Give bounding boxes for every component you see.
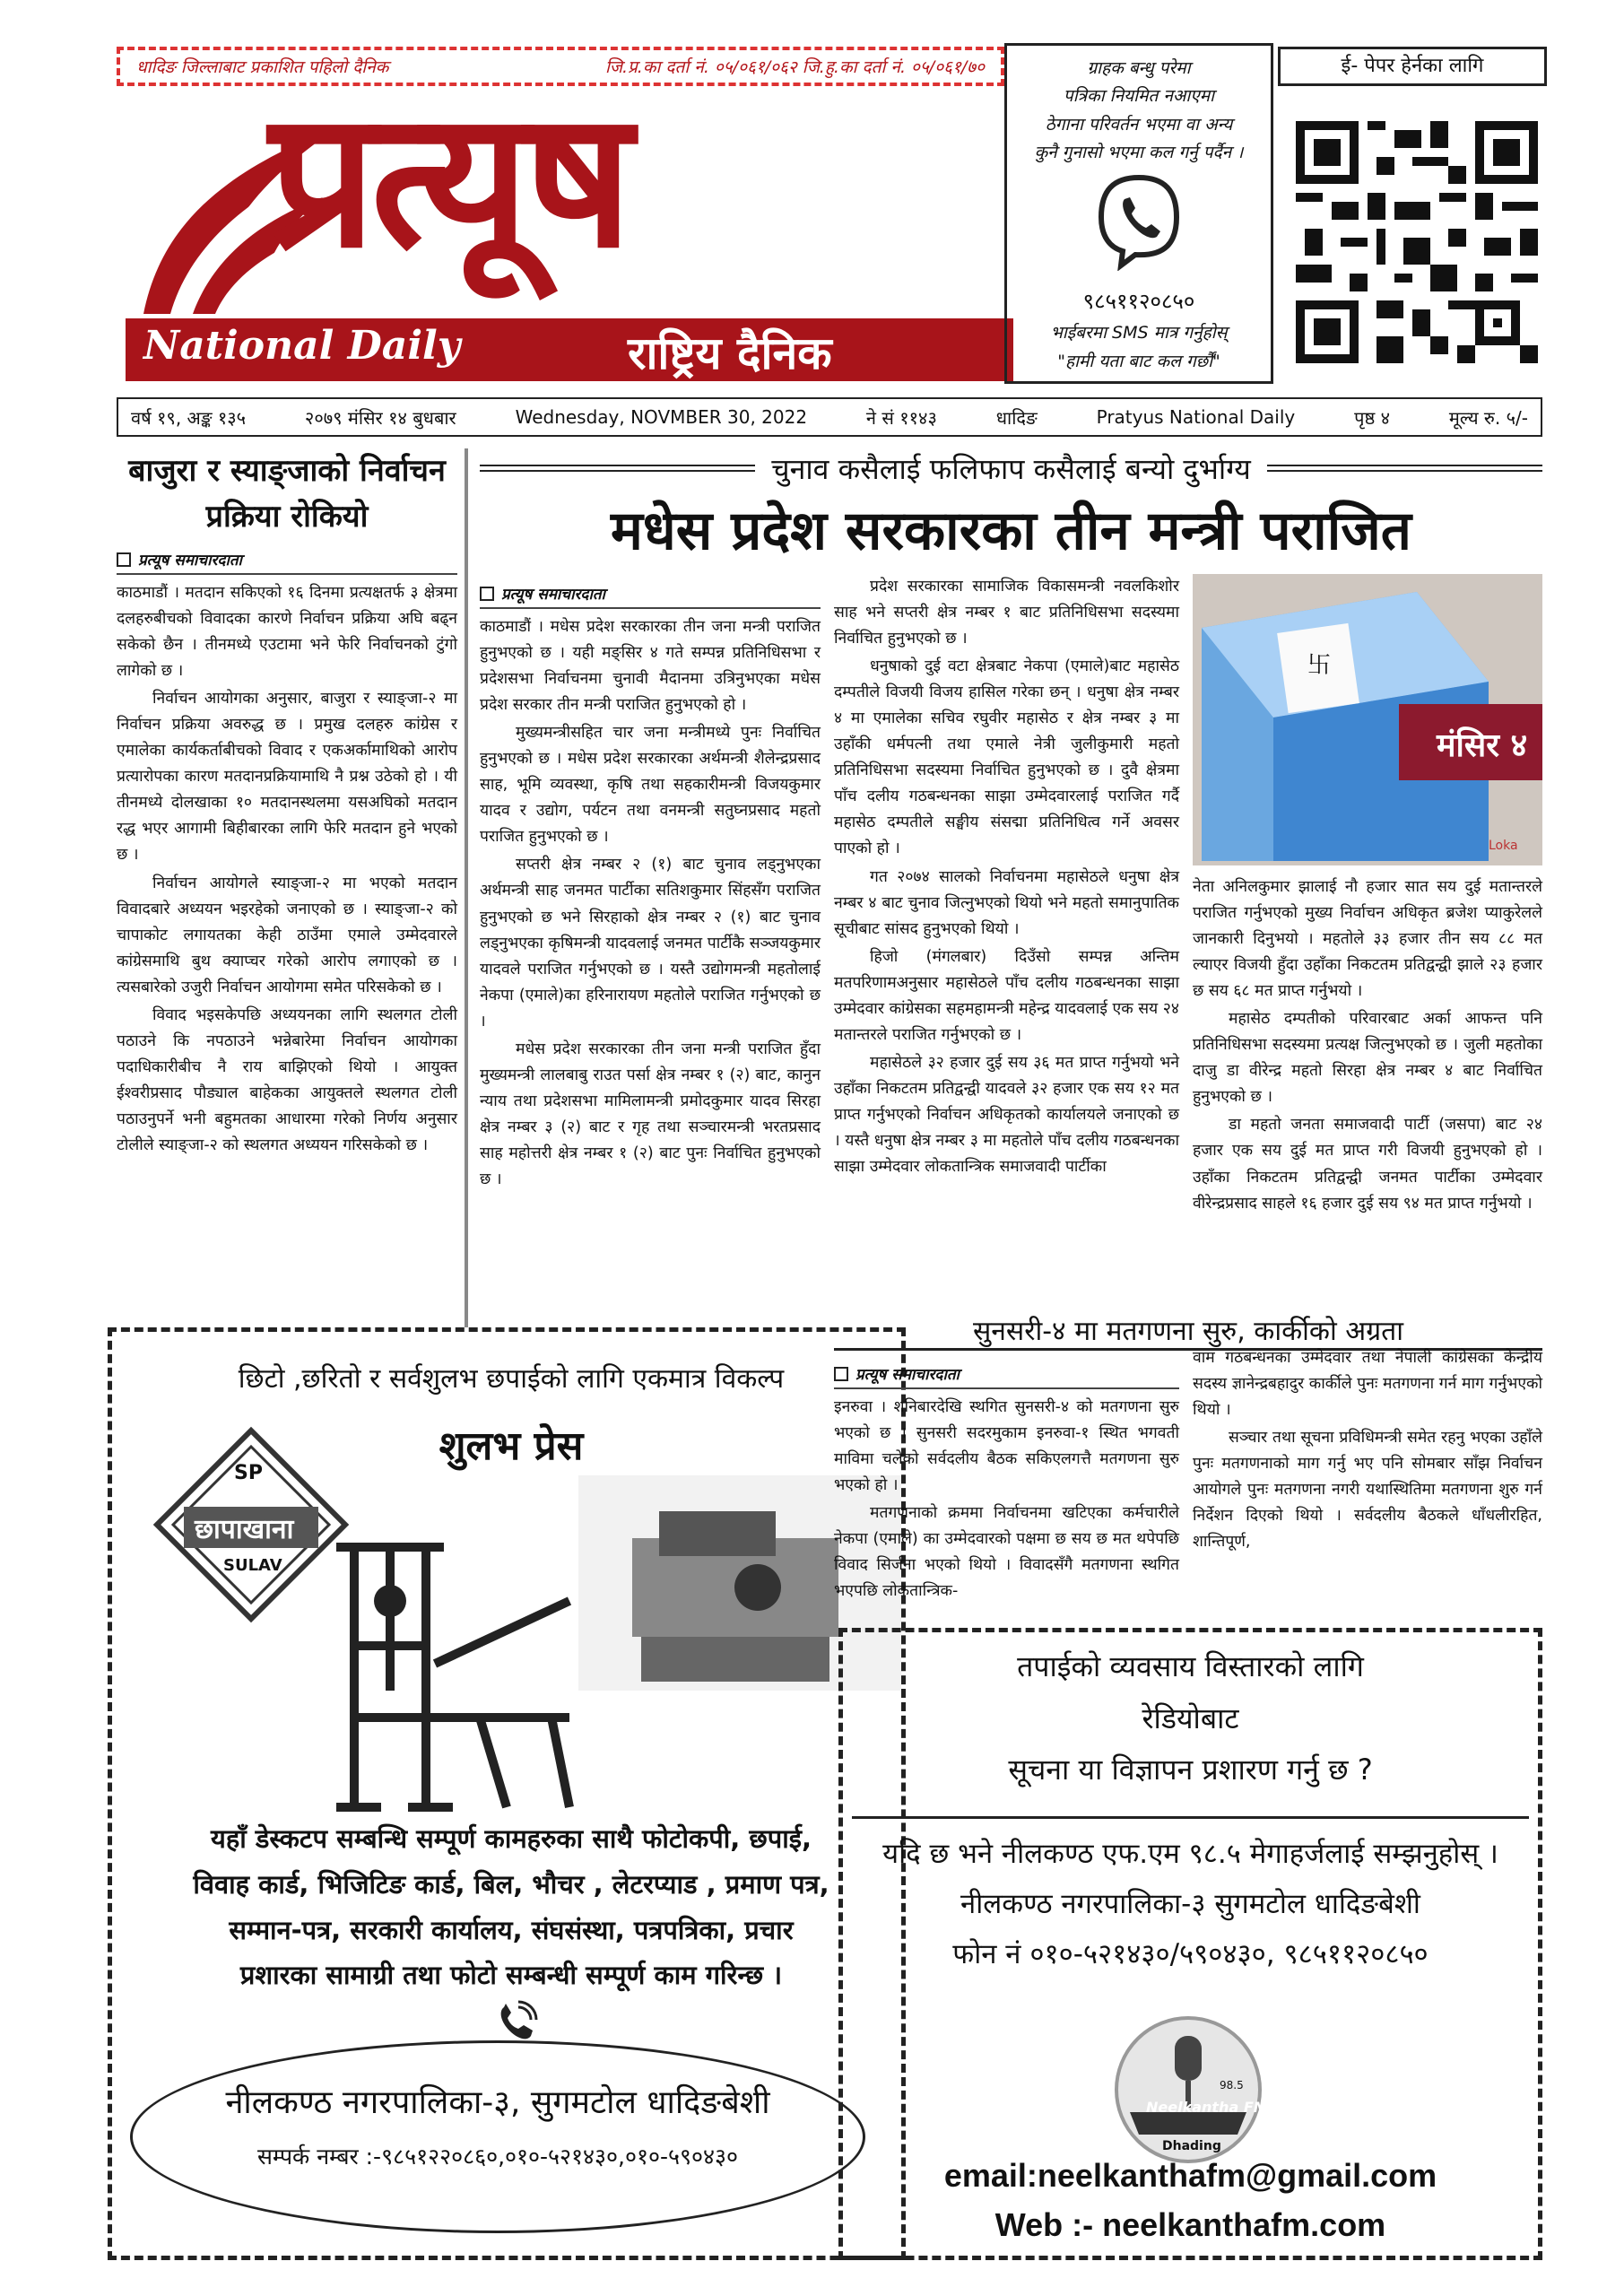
dateline-place: धादिङ <box>995 406 1038 429</box>
fm-ad-line: तपाईको व्यवसाय विस्तारको लागि <box>1017 1649 1364 1683</box>
reader-contact-box <box>1004 43 1273 384</box>
photo-brand: Loka <box>1489 839 1518 853</box>
main-story-column-2 <box>834 574 1179 1327</box>
fm-ad-web-link[interactable]: Web :- neelkanthafm.com <box>994 2206 1386 2243</box>
fm-advertisement <box>838 1628 1542 2260</box>
contact-line-2: पत्रिका नियमित नआएमा <box>1063 86 1215 107</box>
press-ad-address: नीलकण्ठ नगरपालिका-३, सुगमटोल धादिङबेशी <box>225 2084 770 2121</box>
masthead-subtitle-np: राष्ट्रिय दैनिक <box>628 326 832 379</box>
main-story-kicker: चुनाव कसैलाई फलिफाप कसैलाई बन्यो दुर्भाग्य <box>771 451 1251 486</box>
sunsari-story-para: मतगणनाको क्रममा निर्वाचनमा खटिएका कर्मचारीले नेकपा (एमाले) का उम्मेदवारको पक्षमा छ सय छ मत थपेपछि विवाद सिर्जना भएको थियो । विवादसँगै मतगणना स्थगित भएपछि लोकतान्त्रिक- <box>834 1504 1179 1601</box>
main-story-para: गत २०७४ सालको निर्वाचनमा महासेठले धनुषा क्षेत्र नम्बर ४ बाट चुनाव जित्नुभएको थियो भने महतो समानुपातिक सूचीबाट सांसद हुनुभएको थियो । <box>834 867 1179 938</box>
qr-code-icon[interactable] <box>1296 121 1538 363</box>
main-story-para: महासेठ दम्पतीको परिवारबाट अर्का आफन्त पनि प्रतिनिधिसभा सदस्यमा प्रत्यक्ष जित्नुभएको छ । जुली महतोका दाजु डा वीरेन्द्र महतो सिरहा क्षेत्र नम्बर ४ बाट निर्वाचित हुनुभएको छ । <box>1193 1010 1542 1107</box>
epaper-label: ई- पेपर हेर्नका लागि <box>1278 47 1547 86</box>
viber-icon <box>1094 172 1184 271</box>
sunsari-story-para: सञ्चार तथा सूचना प्रविधिमन्त्री समेत रहनु भएका उहाँले पुनः मतगणनाको माग गर्नु भए पनि सोमबार साँझ निर्वाचन आयोगले पुनः मतगणना नगरी यथास्थितिमा मतगणना शुरु गर्न निर्देशन दिएको थियो । सर्वदलीय बैठकले धाँधलीरहित, शान्तिपूर्ण, <box>1193 1429 1542 1552</box>
fm-ad-line: रेडियोबाट <box>1142 1700 1239 1735</box>
press-ad-tagline: छिटो ,छरितो र सर्वशुलभ छपाईको लागि एकमात्र विकल्प <box>238 1363 785 1395</box>
main-story-column-3 <box>1193 874 1542 1323</box>
dateline-page: पृष्ठ ४ <box>1354 406 1390 429</box>
sunsari-story-para: इनरुवा । शनिबारदेखि स्थगित सुनसरी-४ को मतगणना सुरु भएको छ । सुनसरी सदरमुकाम इनरुवा-१ स्थित भगवती माविमा चलेको सर्वदलीय बैठक सकिएलगत्तै मतगणना सुरु भएको हो । <box>834 1398 1179 1495</box>
left-story-para: निर्वाचन आयोगका अनुसार, बाजुरा र स्याङ्जा-२ मा निर्वाचन प्रक्रिया अवरुद्ध छ । प्रमुख दलहरु कांग्रेस र एमालेका कार्यकर्ताबीचको विवाद र एकअर्कामाथिको आरोप प्रत्यारोपका कारण मतदानप्रक्रियामाथि नै प्रश्न उठेको हो । यी तीनमध्ये दोलखाका १० मतदानस्थलमा यसअघिको मतदान रद्ध भएर आगामी बिहीबारका लागि फेरि मतदान हुने भएको छ । <box>117 690 457 865</box>
checkbox-icon <box>117 552 131 567</box>
fm-logo-freq: 98.5 <box>1220 2079 1244 2092</box>
left-story-para: विवाद भइसकेपछि अध्ययनका लागि स्थलगत टोली पठाउने कि नपठाउने भन्नेबारेमा निर्वाचन आयोगका पदाधिकारीबीच नै राय बाझिएको थियो । आयुक्त ईश्वरीप्रसाद पौड्याल बाहेकका आयुक्तले स्थलगत टोली पठाउनुपर्ने भनी बहुमतका आधारमा गरेको निर्णय अनुसार टोलीले स्याङ्जा-२ को स्थलगत अध्ययन गरिसकेको छ । <box>117 1005 457 1154</box>
dateline-paper: Pratyus National Daily <box>1096 406 1296 428</box>
svg-text:卐: 卐 <box>1307 652 1332 679</box>
fm-ad-email-link[interactable]: email:neelkanthafm@gmail.com <box>943 2157 1437 2194</box>
rule-right <box>1267 465 1542 472</box>
rule-left <box>480 465 755 472</box>
main-story-para: प्रदेश सरकारका सामाजिक विकासमन्त्री नवलकिशोर साह भने सप्तरी क्षेत्र नम्बर १ बाट प्रतिनिधिसभा सदस्यमा निर्वाचित हुनुभएको छ । <box>834 578 1179 648</box>
contact-sms: भाईबरमा SMS मात्र गर्नुहोस् <box>1050 323 1228 344</box>
press-advertisement <box>108 1327 906 2260</box>
fm-ad-line: यदि छ भने नीलकण्ठ एफ.एम ९८.५ मेगाहर्जलाई सम्झनुहोस् । <box>882 1838 1498 1870</box>
main-story-para: सप्तरी क्षेत्र नम्बर २ (१) बाट चुनाव लड्नुभएका अर्थमन्त्री साह जनमत पार्टीका सतिशकुमार सिंहसँग पराजित हुनुभएको छ भने सिरहाको क्षेत्र नम्बर २ (१) बाट चुनाव लड्नुभएका कृषिमन्त्री यादवलाई जनमत पार्टीकै सञ्जयकुमार यादवले पराजित गर्नुभएको छ । यस्तै उद्योगमन्त्री महतोलाई नेकपा (एमाले)का हरिनारायण महतोले पराजित गर्नुभएको छ । <box>480 856 821 1031</box>
ballot-box-illustration <box>1193 574 1542 865</box>
fm-ad-line: सूचना या विज्ञापन प्रशारण गर्नु छ ? <box>1008 1752 1373 1787</box>
masthead-registration: जि.प्र.का दर्ता नं. ०५/०६१/०६२ जि.हु.का दर्ता नं. ०५/०६१/७० <box>604 57 985 77</box>
main-story-headline: मधेस प्रदेश सरकारका तीन मन्त्री पराजित <box>611 500 1411 562</box>
main-story-para: मधेस प्रदेश सरकारका तीन जना मन्त्री पराजित हुँदा मुख्यमन्त्री लालबाबु राउत पर्सा क्षेत्र नम्बर १ (२) बाट, कानुन न्याय तथा प्रदेशसभा मामिलामन्त्री प्रमोदकुमार यादव सिरहा क्षेत्र नम्बर ३ (२) बाट र गृह तथा सञ्चारमन्त्री भरतप्रसाद साह महोत्तरी क्षेत्र नम्बर १ (२) बाट पुनः निर्वाचित हुनुभएको छ । <box>480 1039 821 1188</box>
sunsari-story-column-1 <box>834 1354 1179 1623</box>
dateline-volume: वर्ष १९, अङ्क १३५ <box>131 406 247 429</box>
dateline-date-en: Wednesday, NOVMBER 30, 2022 <box>515 406 808 428</box>
column-divider <box>465 448 468 1327</box>
press-ad-line: प्रशारका सामाग्री तथा फोटो सम्बन्धी सम्पूर्ण काम गरिन्छ । <box>239 1960 783 1991</box>
fm-ad-body <box>852 1830 1529 1979</box>
main-story-para: डा महतो जनता समाजवादी पार्टी (जसपा) बाट २४ हजार एक सय दुई मत प्राप्त गरी विजयी हुनुभएको हो । उहाँका निकटतम प्रतिद्वन्द्वी जनमत पार्टीका उम्मेदवार वीरेन्द्रप्रसाद साहले १६ हजार दुई सय ९४ मत प्राप्त गर्नुभयो । <box>1193 1116 1542 1213</box>
sulav-logo-initials: SP <box>234 1462 263 1484</box>
sunsari-story-para: वाम गठबन्धनका उम्मेदवार तथा नेपाली कांग्रेसका केन्द्रीय सदस्य ज्ञानेन्द्रबहादुर कार्कीले पुनः मतगणना गर्न माग गर्नुभएको थियो । <box>1193 1349 1542 1420</box>
masthead-tagline: धादिङ जिल्लाबाट प्रकाशित पहिलो दैनिक <box>136 57 389 77</box>
dateline-nepal-samvat: ने सं ११४३ <box>865 406 937 429</box>
fm-logo-place: Dhading <box>1162 2139 1221 2153</box>
press-ad-phone: सम्पर्क नम्बर :-९८५१२२०८६०,०१०-५२१४३०,०१०-५९०४३० <box>256 2144 739 2170</box>
left-story-byline: प्रत्यूष समाचारदाता <box>117 549 457 575</box>
phone-icon <box>493 2000 538 2045</box>
sunsari-story-byline: प्रत्यूष समाचारदाता <box>834 1363 1179 1389</box>
main-story-para: काठमाडौं । मधेस प्रदेश सरकारका तीन जना मन्त्री पराजित हुनुभएको छ । यही मङ्सिर ४ गते सम्पन्न प्रतिनिधिसभा र प्रदेशसभा निर्वाचनमा चुनावी मैदानमा उत्रिनुभएका मधेस प्रदेश सरकार तीन मन्त्री पराजित हुनुभएको हो । <box>480 618 821 715</box>
contact-line-4: कुनै गुनासो भएमा कल गर्नु पर्दैन । <box>1034 143 1244 163</box>
left-story <box>117 448 457 1327</box>
main-story-para: हिजो (मंगलबार) दिउँसो सम्पन्न अन्तिम मतपरिणामअनुसार महासेठले पाँच दलीय गठबन्धनका साझा उम्मेदवार कांग्रेसका सहमहामन्त्री महेन्द्र यादवलाई एक सय २४ मतान्तरले पराजित गर्नुभएको छ । <box>834 947 1179 1044</box>
checkbox-icon <box>834 1367 848 1381</box>
fm-logo-name: Neelkantha FM <box>1146 2099 1268 2116</box>
contact-phone: ९८५११२०८५० <box>1082 288 1195 314</box>
main-story-para: महासेठले ३२ हजार दुई सय ३६ मत प्राप्त गर्नुभयो भने उहाँका निकटतम प्रतिद्वन्द्वी यादवले ३२ हजार एक सय १२ मत प्राप्त गर्नुभएको निर्वाचन अधिकृतको कार्यालयले जनाएको छ । यस्तै धनुषा क्षेत्र नम्बर ३ मा महतोले पाँच दलीय गठबन्धनका साझा उम्मेदवार लोकतान्त्रिक समाजवादी पार्टीका <box>834 1053 1179 1177</box>
contact-line-1: ग्राहक बन्धु परेमा <box>1087 58 1191 78</box>
fm-ad-divider <box>852 1816 1529 1819</box>
dateline-price: मूल्य रु. ५/- <box>1448 406 1528 429</box>
press-ad-body <box>130 1816 892 1998</box>
fm-ad-line: नीलकण्ठ नगरपालिका-३ सुगमटोल धादिङबेशी <box>960 1887 1420 1920</box>
ballot-box-photo <box>1193 574 1542 865</box>
left-story-headline <box>117 448 457 540</box>
photo-banner: मंसिर ४ <box>1437 727 1528 764</box>
press-ad-line: विवाह कार्ड, भिजिटिङ कार्ड, बिल, भौचर , लेटरप्याड , प्रमाण पत्र, <box>193 1868 829 1900</box>
main-story-para: नेता अनिलकुमार झालाई नौ हजार सात सय दुई मतान्तरले पराजित गर्नुभएको मुख्य निर्वाचन अधिकृत ब्रजेश प्याकुरेलले जानकारी दिनुभयो । महतोले ३३ हजार तीन सय ८८ मत ल्याएर विजयी हुँदा उहाँका निकटतम प्रतिद्वन्द्वी झाले २३ हजार छ सय ६८ मत प्राप्त गर्नुभयो । <box>1193 878 1542 1001</box>
fm-ad-line: फोन नं ०१०-५२१४३०/५९०४३०, ९८५११२०८५० <box>952 1937 1429 1970</box>
sunsari-story-headline: सुनसरी-४ मा मतगणना सुरु, कार्कीको अग्रता <box>834 1311 1542 1351</box>
sulav-logo-name: SULAV <box>223 1556 282 1575</box>
printing-press-illustration <box>300 1511 587 1834</box>
fm-ad-header <box>852 1641 1529 1796</box>
left-story-para: निर्वाचन आयोगले स्याङ्जा-२ मा भएको मतदान विवादबारे अध्ययन भइरहेको जनाएको छ । स्याङ्जा-२ को चापाकोट लगायतका केही ठाउँमा एमाले उम्मेदवारले कांग्रेसमाथि बुथ क्याप्चर गरेको आरोप लगाएको छ । त्यसबारेको उजुरी निर्वाचन आयोगमा समेत परिसकेको छ । <box>117 874 457 996</box>
dateline-bar <box>117 397 1542 437</box>
left-story-headline-line-1: बाजुरा र स्याङ्जाको निर्वाचन <box>128 453 446 489</box>
main-story-para: मुख्यमन्त्रीसहित चार जना मन्त्रीमध्ये पुनः निर्वाचित हुनुभएको छ । मधेस प्रदेश सरकारका अर्थमन्त्री शैलेन्द्रप्रसाद साह, भूमि व्यवस्था, कृषि तथा सहकारीमन्त्री विजयकुमार यादव र उद्योग, पर्यटन तथा वनमन्त्री सतुघ्नप्रसाद महतो पराजित हुनुभएको छ । <box>480 724 821 847</box>
dateline-date-np: २०७९ मंसिर १४ बुधबार <box>304 406 456 429</box>
left-story-para: काठमाडौं । मतदान सकिएको १६ दिनमा प्रत्यक्षतर्फ ३ क्षेत्रमा दलहरुबीचको विवादका कारणे निर्वाचन प्रक्रिया अघि बढ्न सकेको छैन । तीनमध्ये एउटामा भने फेरि निर्वाचनको टुंगो लागेको छ । <box>117 584 457 681</box>
masthead-title: प्रत्यूष <box>269 68 628 290</box>
press-ad-line: यहाँ डेस्कटप सम्बन्धि सम्पूर्ण कामहरुका साथै फोटोकपी, छपाई, <box>211 1823 812 1854</box>
sulav-logo-text: छापाखाना <box>195 1514 294 1545</box>
press-ad-line: सम्मान-पत्र, सरकारी कार्यालय, संघसंस्था, पत्रपत्रिका, प्रचार <box>229 1914 794 1945</box>
checkbox-icon <box>480 587 494 601</box>
sunsari-story-column-2 <box>1193 1345 1542 1623</box>
main-story-kicker-row <box>480 448 1542 488</box>
press-ad-contact-oval <box>130 2040 865 2233</box>
contact-line-3: ठेगाना परिवर्तन भएमा वा अन्य <box>1045 114 1233 135</box>
left-story-headline-line-2: प्रक्रिया रोकियो <box>205 499 369 535</box>
press-ad-name: शुलभ प्रेस <box>439 1423 584 1469</box>
main-story-column-1 <box>480 574 821 1327</box>
contact-tagline: "हामी यता बाट कल गर्छौं" <box>1057 351 1220 371</box>
main-story-byline: प्रत्यूष समाचारदाता <box>480 583 821 609</box>
main-story-para: धनुषाको दुई वटा क्षेत्रबाट नेकपा (एमाले)बाट महासेठ दम्पतीले विजयी विजय हासिल गरेका छन् । धनुषा क्षेत्र नम्बर ४ मा एमालेका सचिव रघुवीर महासेठ र क्षेत्र नम्बर ३ मा उहाँकी धर्मपत्नी तथा एमाले नेत्री जुलीकुमारी महतो प्रतिनिधिसभा सदस्यमा निर्वाचित हुनुभएको छ । दुवै क्षेत्रमा पाँच दलीय गठबन्धनका साझा उम्मेदवारलाई पराजित गर्दै महासेठ दम्पतीले सङ्घीय संसद्मा प्रतिनिधित्व गर्ने अवसर पाएको हो । <box>834 657 1179 858</box>
masthead-subtitle-en: National Daily <box>143 323 461 369</box>
